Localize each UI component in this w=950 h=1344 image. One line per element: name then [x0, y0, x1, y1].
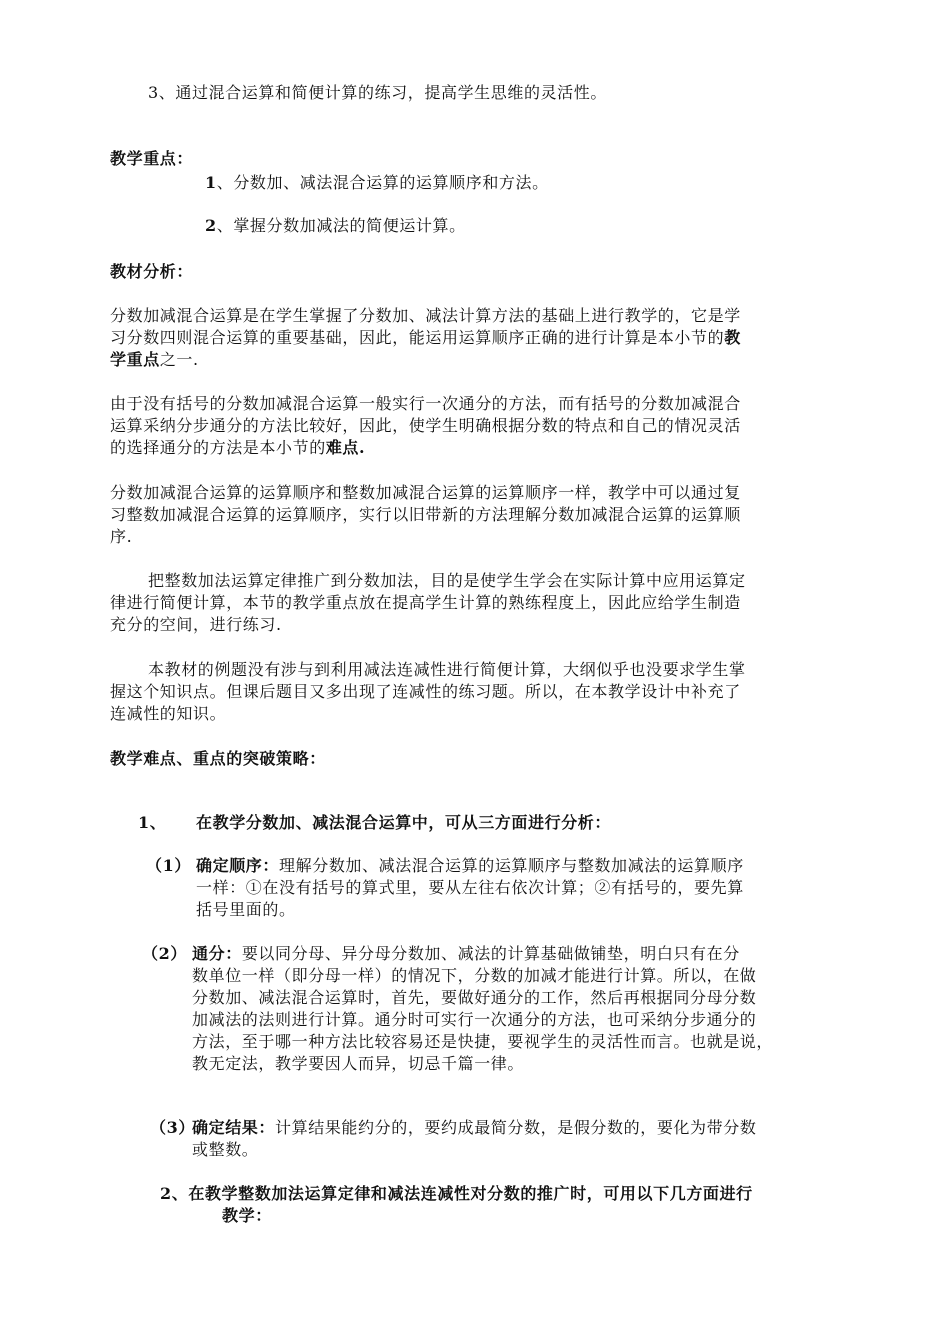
analysis-p5-line2: 握这个知识点。但课后题目又多出现了连减性的练习题。所以，在本教学设计中补充了: [110, 682, 741, 701]
analysis-p1-line2-text: 习分数四则混合运算的重要基础，因此，能运用运算顺序正确的进行计算是本小节的: [110, 328, 725, 347]
strategy-item-2-line6: 教无定法，教学要因人而异，切忌千篇一律。: [192, 1054, 525, 1073]
strategy-1-title: 在教学分数加、减法混合运算中，可从三方面进行分析：: [196, 813, 612, 832]
strategy-item-1-line1: [196, 855, 744, 877]
strategy-item-1-label: 确定顺序：: [196, 856, 280, 875]
analysis-p1-line1: 分数加减混合运算是在学生掌握了分数加、减法计算方法的基础上进行教学的，它是学: [110, 306, 741, 325]
analysis-p2-bold: 难点.: [325, 438, 366, 457]
strategy-item-3-number: （3）: [150, 1118, 195, 1137]
key-point-1-number: 1: [205, 173, 217, 192]
analysis-p4-line2: 律进行简便计算，本节的教学重点放在提高学生计算的熟练程度上，因此应给学生制造: [110, 593, 741, 612]
analysis-p2-line3: [110, 437, 365, 459]
analysis-p3-line1: 分数加减混合运算的运算顺序和整数加减混合运算的运算顺序一样，教学中可以通过复: [110, 483, 741, 502]
strategy-item-1-line3: 括号里面的。: [196, 900, 296, 919]
strategy-item-2-line1-text: 要以同分母、异分母分数加、减法的计算基础做铺垫，明白只有在分: [241, 944, 740, 963]
key-points-heading: 教学重点：: [110, 149, 194, 168]
analysis-p3-line3: 序.: [110, 527, 133, 546]
analysis-p2-line3-text: 的选择通分的方法是本小节的: [110, 438, 326, 457]
key-point-2-text: 、掌握分数加减法的简便运计算。: [216, 216, 466, 235]
strategy-item-2-line5: 方法，至于哪一种方法比较容易还是快捷，要视学生的灵活性而言。也就是说，: [192, 1032, 774, 1051]
strategy-2-line2: 教学：: [222, 1206, 272, 1225]
analysis-p4-line1: 把整数加法运算定律推广到分数加法，目的是使学生学会在实际计算中应用运算定: [148, 571, 746, 590]
strategy-item-2-number: （2）: [142, 944, 187, 963]
key-point-2: [205, 215, 466, 237]
analysis-p2-line1: 由于没有括号的分数加减混合运算一般实行一次通分的方法，而有括号的分数加减混合: [110, 394, 741, 413]
strategy-heading: 教学难点、重点的突破策略：: [110, 749, 326, 768]
key-point-1: [205, 172, 549, 194]
strategy-item-1-line1-text: 理解分数加、减法混合运算的运算顺序与整数加减法的运算顺序: [279, 856, 744, 875]
analysis-p1-line3-text: 之一.: [159, 350, 199, 369]
analysis-heading: 教材分析：: [110, 262, 194, 281]
analysis-p1-bold: 学重点: [110, 350, 160, 369]
analysis-p5-line1: 本教材的例题没有涉与到利用减法连减性进行简便计算，大纲似乎也没要求学生掌: [148, 660, 746, 679]
strategy-item-2-line4: 加减法的法则进行计算。通分时可实行一次通分的方法，也可采纳分步通分的: [192, 1010, 757, 1029]
key-point-1-text: 、分数加、减法混合运算的运算顺序和方法。: [216, 173, 549, 192]
strategy-item-2-line1: [192, 943, 740, 965]
analysis-p1-bold-start: 教: [724, 328, 741, 347]
analysis-p1-line3: [110, 349, 199, 371]
strategy-item-1-line2: 一样：①在没有括号的算式里，要从左往右依次计算；②有括号的，要先算: [196, 878, 744, 897]
analysis-p4-line3: 充分的空间，进行练习.: [110, 615, 282, 634]
strategy-item-2-label: 通分：: [192, 944, 242, 963]
strategy-item-2-line3: 分数加、减法混合运算时，首先，要做好通分的工作，然后再根据同分母分数: [192, 988, 757, 1007]
analysis-p5-line3: 连减性的知识。: [110, 704, 227, 723]
objective-item-3: 3、通过混合运算和简便计算的练习，提高学生思维的灵活性。: [148, 83, 607, 102]
strategy-item-1-number: （1）: [146, 856, 191, 875]
key-point-2-number: 2: [205, 216, 217, 235]
strategy-item-3-line2: 或整数。: [192, 1140, 259, 1159]
analysis-p3-line2: 习整数加减混合运算的运算顺序，实行以旧带新的方法理解分数加减混合运算的运算顺: [110, 505, 741, 524]
strategy-item-3-label: 确定结果：: [192, 1118, 276, 1137]
strategy-2-line1: 2、在教学整数加法运算定律和减法连减性对分数的推广时，可用以下几方面进行: [160, 1184, 753, 1203]
analysis-p2-line2: 运算采纳分步通分的方法比较好，因此，使学生明确根据分数的特点和自己的情况灵活: [110, 416, 741, 435]
strategy-item-3-line1: [192, 1117, 756, 1139]
strategy-item-2-line2: 数单位一样（即分母一样）的情况下，分数的加减才能进行计算。所以，在做: [192, 966, 757, 985]
analysis-p1-line2: [110, 327, 741, 349]
strategy-item-3-line1-text: 计算结果能约分的，要约成最简分数，是假分数的，要化为带分数: [275, 1118, 757, 1137]
strategy-1-number: 1、: [138, 813, 167, 832]
